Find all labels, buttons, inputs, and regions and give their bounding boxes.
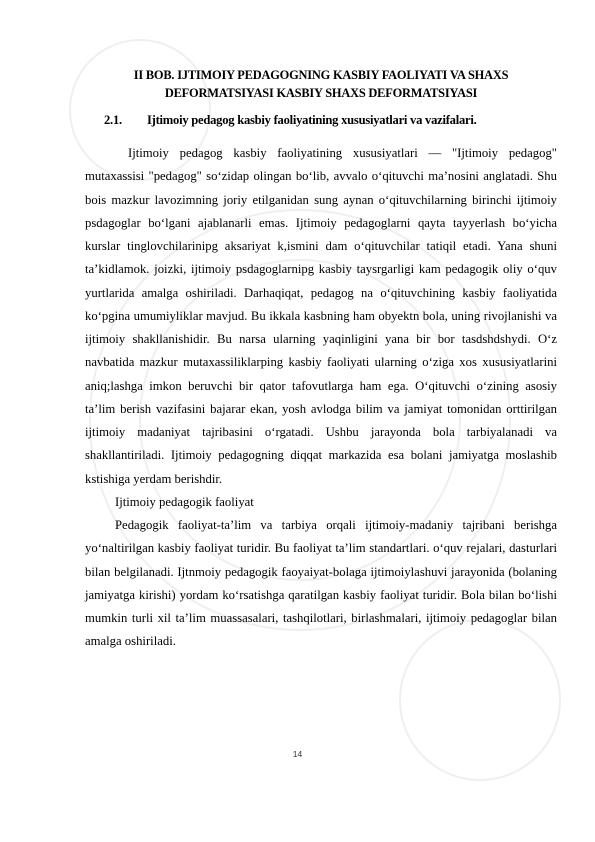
subheading-line: Ijtimoiy pedagogik faoliyat	[115, 494, 254, 509]
body-paragraph-2: Pedagogik faoliyat-ta’lim va tarbiya orqali ijtimoiy-madaniy tajribani berishga yo‘naltirilgan kasbiy faoliyat turidir. Bu faoliyat ta’lim standartlari. o‘quv rejalari, dasturlari bilan belgilanadi. Ijtnmoiy pedagogik faoyaiyat-bolaga ijtimoiylashuvi jarayonida (bolaning jamiyatga kirishi) yordam ko‘rsatishga qaratilgan kasbiy faoliyat turidir. Bola bilan bo‘lishi mumkin turli xil ta’lim muassasalari, tashqilotlari, birlashmalari, ijtimoiy pedagoglar bilan amalga oshiriladi.	[85, 518, 557, 649]
section-title: Ijtimoiy pedagog kasbiy faoliyatining xususiyatlari va vazifalari.	[147, 113, 477, 127]
chapter-title: II BOB. IJTIMOIY PEDAGOGNING KASBIY FAOLIYATI VA SHAXS DEFORMATSIYASI KASBIY SHAXS DEFORMATSIYASI	[133, 68, 509, 100]
page-number: 14	[292, 749, 303, 759]
body-paragraph-1: Ijtimoiy pedagog kasbiy faoliyatining xususiyatlari — "Ijtimoiy pedagog" mutaxassisi "pedagog" so‘zidap olingan bo‘lib, avvalo o‘qituvchi ma’nosini anglatadi. Shu bois mazkur lavozimning joriy etilganidan sung aynan o‘qituvchilarning birinchi ijtimoiy psdagoglar bo‘lgani ajablanarli emas. Ijtimoiy pedagoglarni qayta tayyerlash bo‘yicha kurslar tinglovchilarinipg aksariyat k,ismini dam o‘qituvchilar tatiqil etadi. Yana shuni ta’kidlamok. joizki, ijtimoiy psdagoglarnipg kasbiy taysrgarligi kam pedagogik oliy o‘quv yurtlarida amalga oshiriladi. Darhaqiqat, pedagog na o‘qituvchining kasbiy faoliyatida ko‘pgina umumiyliklar mavjud. Bu ikkala kasbning ham obyektn bola, uning rivojlanishi va ijtimoiy shakllanishidir. Bu narsa ularning yaqinligini yana bir bor tasdshdshydi. O‘z navbatida mazkur mutaxassiliklarping kasbiy faoliyati ularning o‘ziga xos xususiyatlarini aniq;lashga imkon beruvchi bir qator tafovutlarga ham ega. O‘qituvchi o‘zining asosiy ta’lim berish vazifasini bajarar ekan, yosh avlodga bilim va jamiyat tomonidan orttirilgan ijtimoiy madaniyat tajribasini o‘rgatadi. Ushbu jarayonda bola tarbiyalanadi va shakllantiriladi. Ijtimoiy pedagogning diqqat markazida esa bolani jamiyatga moslashib kstishiga yerdam berishdir.	[85, 146, 557, 486]
section-heading	[85, 111, 557, 129]
document-page	[85, 66, 557, 654]
section-number: 2.1.	[104, 113, 122, 127]
